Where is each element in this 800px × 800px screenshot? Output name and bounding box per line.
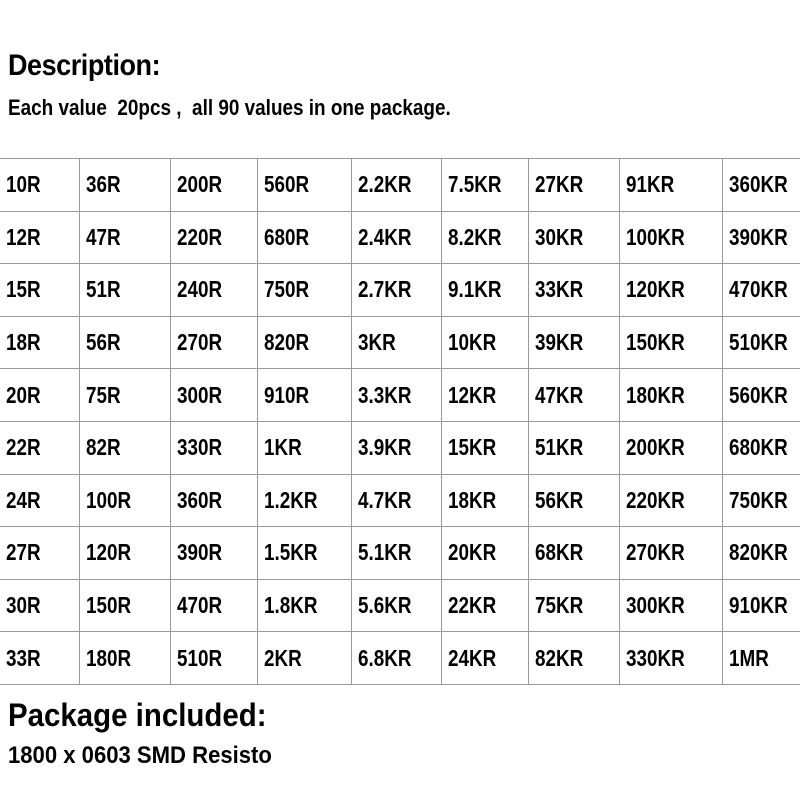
resistor-value: 10KR	[447, 329, 496, 356]
table-cell	[79, 369, 170, 422]
table-cell	[0, 579, 79, 632]
resistor-value: 20KR	[447, 539, 496, 566]
resistor-value: 15R	[6, 276, 41, 303]
table-cell	[79, 159, 170, 212]
resistor-value: 330KR	[625, 644, 685, 671]
table-cell	[351, 264, 441, 317]
table-cell	[722, 369, 800, 422]
table-cell	[528, 211, 619, 264]
table-cell	[351, 579, 441, 632]
resistor-value: 2.7KR	[357, 276, 411, 303]
resistor-value: 9.1KR	[447, 276, 501, 303]
resistor-value: 100R	[85, 486, 131, 513]
table-cell	[257, 264, 351, 317]
resistor-value: 150KR	[625, 329, 685, 356]
resistor-value: 82KR	[534, 644, 583, 671]
resistor-value: 470R	[176, 592, 222, 619]
table-cell	[170, 211, 257, 264]
table-cell	[528, 579, 619, 632]
table-cell	[722, 632, 800, 685]
package-text: 1800 x 0603 SMD Resisto	[8, 742, 272, 769]
table-cell	[79, 579, 170, 632]
table-row	[0, 369, 800, 422]
resistor-value: 360KR	[728, 171, 788, 198]
table-cell	[722, 211, 800, 264]
resistor-value: 330R	[176, 434, 222, 461]
table-row	[0, 211, 800, 264]
resistor-value: 750R	[263, 276, 309, 303]
table-cell	[722, 474, 800, 527]
table-cell	[0, 474, 79, 527]
resistor-value: 120KR	[625, 276, 685, 303]
resistor-value: 91KR	[625, 171, 674, 198]
table-cell	[722, 264, 800, 317]
resistor-value: 12KR	[447, 381, 496, 408]
table-cell	[257, 527, 351, 580]
table-cell	[257, 474, 351, 527]
resistor-value: 39KR	[534, 329, 583, 356]
table-cell	[351, 632, 441, 685]
resistor-value: 1MR	[728, 644, 769, 671]
resistor-value: 51R	[85, 276, 121, 303]
table-cell	[528, 474, 619, 527]
table-cell	[351, 159, 441, 212]
table-cell	[441, 527, 528, 580]
resistor-value: 68KR	[534, 539, 583, 566]
resistor-value: 910KR	[728, 592, 788, 619]
resistor-value: 3.3KR	[357, 381, 411, 408]
table-cell	[0, 632, 79, 685]
table-cell	[351, 316, 441, 369]
resistor-value: 5.1KR	[357, 539, 411, 566]
table-cell	[170, 159, 257, 212]
description-text: Each value 20pcs , all 90 values in one package.	[8, 95, 451, 120]
table-cell	[619, 211, 722, 264]
resistor-value: 27R	[6, 539, 41, 566]
table-cell	[441, 264, 528, 317]
table-cell	[441, 632, 528, 685]
resistor-value: 51KR	[534, 434, 583, 461]
resistor-value: 680KR	[728, 434, 788, 461]
table-body	[0, 159, 800, 685]
table-cell	[619, 632, 722, 685]
table-cell	[170, 264, 257, 317]
resistor-value: 2KR	[263, 644, 302, 671]
table-cell	[351, 474, 441, 527]
table-row	[0, 159, 800, 212]
table-cell	[441, 316, 528, 369]
resistor-value: 560KR	[728, 381, 788, 408]
table-cell	[528, 527, 619, 580]
resistor-value: 18R	[6, 329, 41, 356]
table-cell	[0, 527, 79, 580]
resistor-value: 750KR	[728, 486, 788, 513]
resistor-value: 15KR	[447, 434, 496, 461]
table-cell	[619, 579, 722, 632]
resistor-value: 240R	[176, 276, 222, 303]
resistor-value: 680R	[263, 223, 309, 250]
resistor-value: 100KR	[625, 223, 685, 250]
resistor-value: 220R	[176, 223, 222, 250]
table-cell	[528, 159, 619, 212]
table-row	[0, 632, 800, 685]
table-cell	[170, 579, 257, 632]
resistor-value: 200R	[176, 171, 222, 198]
resistor-value: 24KR	[447, 644, 496, 671]
resistor-value: 2.4KR	[357, 223, 411, 250]
table-cell	[441, 474, 528, 527]
resistor-value: 27KR	[534, 171, 583, 198]
resistor-value: 4.7KR	[357, 486, 411, 513]
table-cell	[619, 159, 722, 212]
resistor-value: 180R	[85, 644, 131, 671]
table-cell	[257, 211, 351, 264]
description-heading: Description:	[8, 49, 161, 82]
table-cell	[619, 316, 722, 369]
resistor-value: 220KR	[625, 486, 685, 513]
table-cell	[257, 579, 351, 632]
table-cell	[79, 527, 170, 580]
table-cell	[257, 421, 351, 474]
table-cell	[528, 264, 619, 317]
table-row	[0, 474, 800, 527]
resistor-value: 33KR	[534, 276, 583, 303]
table-cell	[79, 474, 170, 527]
resistor-value: 1.5KR	[263, 539, 317, 566]
resistor-value: 36R	[85, 171, 121, 198]
table-cell	[257, 316, 351, 369]
resistor-value: 6.8KR	[357, 644, 411, 671]
table-cell	[722, 316, 800, 369]
table-cell	[619, 474, 722, 527]
resistor-value: 470KR	[728, 276, 788, 303]
table-cell	[170, 316, 257, 369]
table-row	[0, 264, 800, 317]
table-row	[0, 421, 800, 474]
table-cell	[79, 421, 170, 474]
resistor-value: 2.2KR	[357, 171, 411, 198]
resistor-value: 150R	[85, 592, 131, 619]
resistor-value: 270R	[176, 329, 222, 356]
table-cell	[441, 159, 528, 212]
table-cell	[722, 421, 800, 474]
resistor-value: 30R	[6, 592, 41, 619]
table-cell	[441, 369, 528, 422]
resistor-value: 120R	[85, 539, 131, 566]
resistor-value: 1.8KR	[263, 592, 317, 619]
resistor-value: 82R	[85, 434, 121, 461]
resistor-value: 360R	[176, 486, 222, 513]
resistor-value: 33R	[6, 644, 41, 671]
table-cell	[0, 421, 79, 474]
table-cell	[619, 421, 722, 474]
resistor-value: 56KR	[534, 486, 583, 513]
resistor-value: 180KR	[625, 381, 685, 408]
resistor-value: 8.2KR	[447, 223, 501, 250]
table-cell	[528, 316, 619, 369]
resistor-value: 820KR	[728, 539, 788, 566]
table-cell	[0, 264, 79, 317]
table-cell	[441, 579, 528, 632]
table-cell	[351, 211, 441, 264]
table-row	[0, 316, 800, 369]
resistor-value-table	[0, 158, 800, 685]
table-cell	[722, 159, 800, 212]
resistor-value: 270KR	[625, 539, 685, 566]
package-heading: Package included:	[8, 697, 267, 733]
resistor-value: 47R	[85, 223, 121, 250]
resistor-value: 24R	[6, 486, 41, 513]
table-row	[0, 527, 800, 580]
table-cell	[79, 316, 170, 369]
resistor-value: 56R	[85, 329, 121, 356]
resistor-value: 560R	[263, 171, 309, 198]
resistor-value: 22KR	[447, 592, 496, 619]
resistor-value: 10R	[6, 171, 41, 198]
resistor-value: 3.9KR	[357, 434, 411, 461]
resistor-value: 20R	[6, 381, 41, 408]
resistor-value: 510R	[176, 644, 222, 671]
resistor-value: 3KR	[357, 329, 396, 356]
resistor-value: 18KR	[447, 486, 496, 513]
table-cell	[722, 527, 800, 580]
table-cell	[0, 369, 79, 422]
table-row	[0, 579, 800, 632]
table-cell	[528, 632, 619, 685]
table-cell	[0, 159, 79, 212]
table-cell	[528, 421, 619, 474]
resistor-value: 1KR	[263, 434, 302, 461]
table-cell	[257, 369, 351, 422]
resistor-value: 390KR	[728, 223, 788, 250]
resistor-value: 7.5KR	[447, 171, 501, 198]
resistor-value: 22R	[6, 434, 41, 461]
table-cell	[0, 316, 79, 369]
resistor-value: 200KR	[625, 434, 685, 461]
table-cell	[619, 264, 722, 317]
resistor-value: 47KR	[534, 381, 583, 408]
table-cell	[257, 159, 351, 212]
resistor-value: 30KR	[534, 223, 583, 250]
table-cell	[170, 474, 257, 527]
resistor-value: 75KR	[534, 592, 583, 619]
resistor-value: 12R	[6, 223, 41, 250]
table-cell	[351, 369, 441, 422]
table-cell	[170, 369, 257, 422]
table-cell	[170, 527, 257, 580]
table-cell	[351, 527, 441, 580]
table-cell	[722, 579, 800, 632]
table-cell	[351, 421, 441, 474]
resistor-value: 300R	[176, 381, 222, 408]
resistor-value: 5.6KR	[357, 592, 411, 619]
resistor-value: 820R	[263, 329, 309, 356]
table-cell	[170, 421, 257, 474]
table-cell	[170, 632, 257, 685]
table-cell	[79, 632, 170, 685]
table-cell	[257, 632, 351, 685]
table-cell	[79, 211, 170, 264]
resistor-value: 510KR	[728, 329, 788, 356]
table-cell	[0, 211, 79, 264]
table-cell	[619, 369, 722, 422]
resistor-value: 910R	[263, 381, 309, 408]
resistor-value: 1.2KR	[263, 486, 317, 513]
table-cell	[441, 421, 528, 474]
resistor-value: 390R	[176, 539, 222, 566]
table-cell	[528, 369, 619, 422]
table-cell	[619, 527, 722, 580]
table-cell	[441, 211, 528, 264]
resistor-value: 300KR	[625, 592, 685, 619]
resistor-value: 75R	[85, 381, 121, 408]
table-cell	[79, 264, 170, 317]
